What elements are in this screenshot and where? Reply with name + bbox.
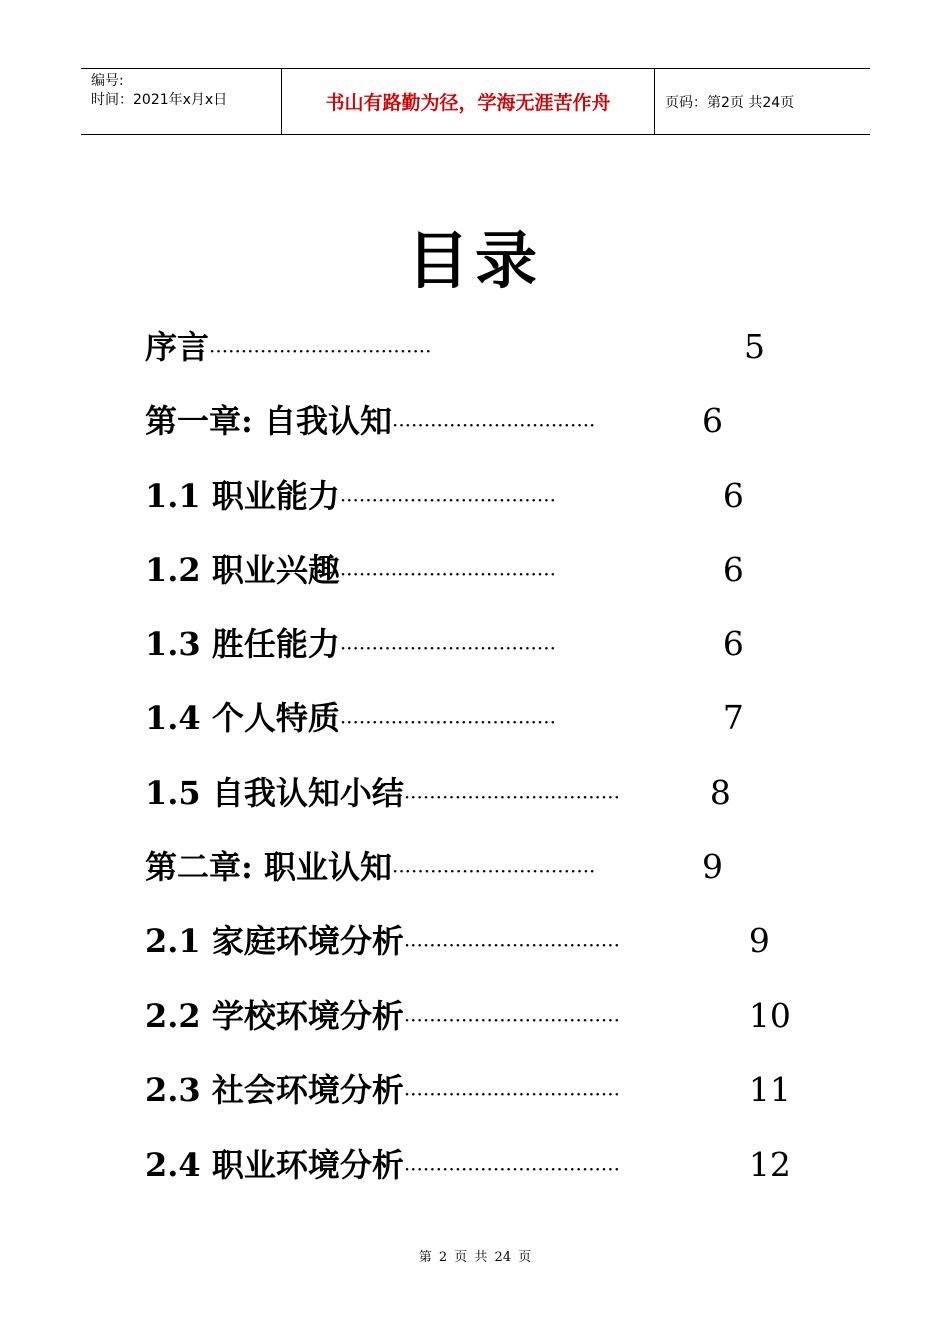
toc-entry-page: 11 bbox=[748, 1070, 791, 1109]
toc-entry-page: 12 bbox=[748, 1145, 791, 1184]
number-label: 编号: bbox=[91, 73, 124, 89]
toc-entry-label: 1.5 自我认知小结 bbox=[145, 774, 404, 812]
toc-entry[interactable] bbox=[145, 916, 770, 966]
toc-entry-label: 序言 bbox=[145, 328, 210, 366]
page-header bbox=[81, 68, 870, 135]
toc-entry-page: 8 bbox=[709, 773, 731, 812]
toc-entry[interactable] bbox=[145, 991, 791, 1041]
toc-entry[interactable] bbox=[145, 842, 723, 892]
toc-leader-dots: ·································· bbox=[403, 1008, 620, 1032]
toc-leader-dots: ·································· bbox=[403, 785, 620, 809]
toc-leader-dots: ································ bbox=[391, 413, 596, 437]
toc-entry-page: 10 bbox=[748, 996, 791, 1035]
toc-entry-label: 1.4 个人特质 bbox=[145, 699, 340, 737]
header-motto: 书山有路勤为径，学海无涯苦作舟 bbox=[281, 69, 655, 134]
toc-leader-dots: ·································· bbox=[403, 933, 620, 957]
toc-entry-page: 6 bbox=[701, 401, 723, 440]
toc-leader-dots: ·································· bbox=[339, 488, 556, 512]
toc-entry[interactable] bbox=[145, 1140, 791, 1190]
toc-entry[interactable] bbox=[145, 545, 744, 595]
toc-leader-dots: ·································· bbox=[339, 636, 556, 660]
toc-entry-page: 9 bbox=[701, 847, 723, 886]
toc-entry-page: 9 bbox=[748, 921, 770, 960]
toc-entry-label: 1.1 职业能力 bbox=[145, 477, 340, 515]
toc-entry-page: 6 bbox=[722, 550, 744, 589]
toc-entry-page: 5 bbox=[744, 327, 766, 366]
toc-leader-dots: ·································· bbox=[403, 1157, 620, 1181]
toc-entry-label: 2.4 职业环境分析 bbox=[145, 1146, 404, 1184]
page-footer: 第 2 页 共 24 页 bbox=[418, 1250, 532, 1265]
toc-leader-dots: ·································· bbox=[339, 562, 556, 586]
time-label: 时间：2021年x月x日 bbox=[91, 92, 228, 108]
toc-entry[interactable] bbox=[145, 619, 744, 669]
toc-entry-label: 1.2 职业兴趣 bbox=[145, 551, 340, 589]
toc-entry-label: 1.3 胜任能力 bbox=[145, 625, 340, 663]
header-page-info: 页码：第2页 共24页 bbox=[665, 94, 795, 111]
toc-entry[interactable] bbox=[145, 768, 731, 818]
toc-leader-dots: ·································· bbox=[339, 710, 556, 734]
header-meta bbox=[81, 69, 281, 134]
page-title: 目录 bbox=[406, 224, 543, 297]
toc-entry-label: 第一章: 自我认知 bbox=[145, 402, 392, 440]
toc-entry[interactable] bbox=[145, 471, 744, 521]
toc-entry[interactable] bbox=[145, 396, 723, 446]
toc-entry-page: 6 bbox=[722, 476, 744, 515]
toc-leader-dots: ··································· bbox=[209, 339, 432, 363]
toc-leader-dots: ·································· bbox=[403, 1082, 620, 1106]
toc-entry-label: 2.3 社会环境分析 bbox=[145, 1071, 404, 1109]
toc-entry-label: 2.2 学校环境分析 bbox=[145, 997, 404, 1035]
toc-entry[interactable] bbox=[145, 693, 744, 743]
toc-entry-label: 2.1 家庭环境分析 bbox=[145, 922, 404, 960]
toc-entry[interactable] bbox=[145, 1065, 791, 1115]
toc-entry-label: 第二章: 职业认知 bbox=[145, 848, 392, 886]
toc-leader-dots: ································ bbox=[391, 859, 596, 883]
toc-entry-page: 7 bbox=[722, 698, 744, 737]
toc-entry-page: 6 bbox=[722, 624, 744, 663]
toc-entry[interactable] bbox=[145, 322, 765, 372]
